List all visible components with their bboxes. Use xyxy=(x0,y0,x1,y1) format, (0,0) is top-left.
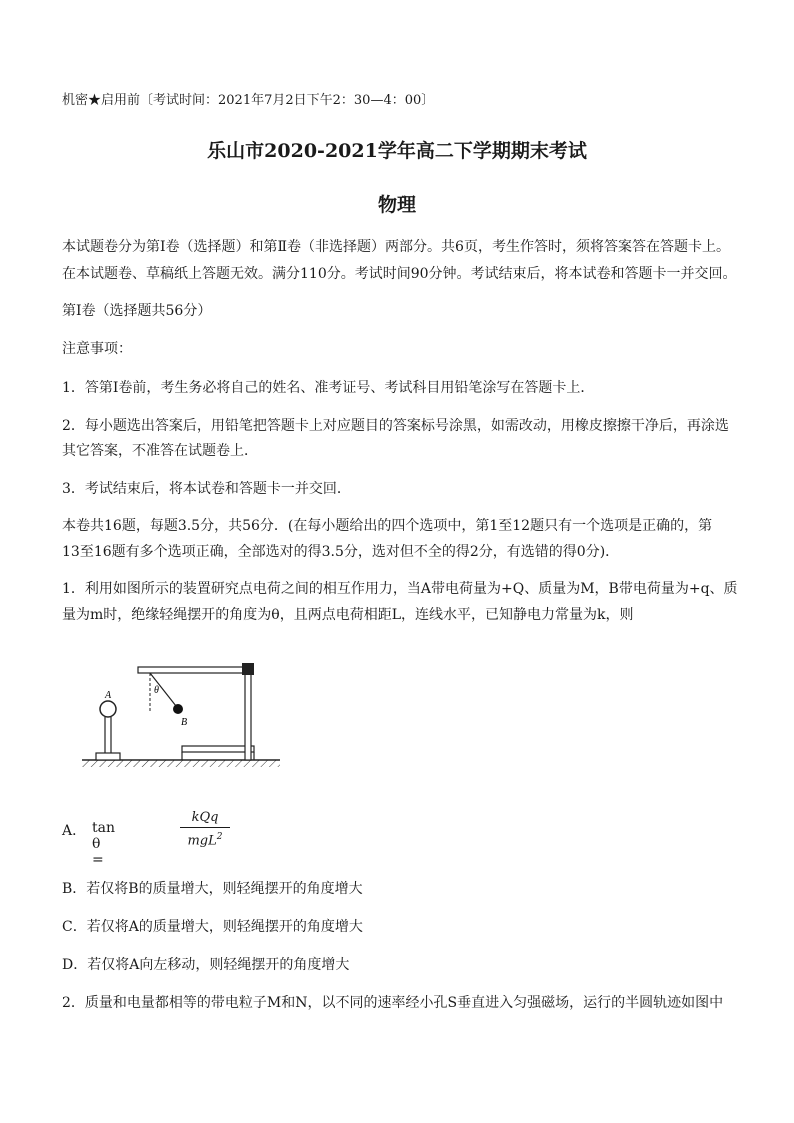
charge-a-ball xyxy=(100,701,116,717)
question-1-option-b: B．若仅将B的质量增大，则轻绳摆开的角度增大 xyxy=(62,881,363,897)
option-a-fraction xyxy=(180,810,230,849)
fraction-numerator: kQq xyxy=(191,810,219,825)
frame-post xyxy=(245,669,251,760)
frame-base xyxy=(182,746,254,752)
coulomb-apparatus-figure xyxy=(62,643,287,778)
label-theta: θ xyxy=(154,685,159,696)
option-a-label: A． xyxy=(62,823,87,839)
question-1-stem-line-1: 1．利用如图所示的装置研究点电荷之间的相互作用力，当A带电荷量为+Q、质量为M，B带电荷量为+q、质 xyxy=(62,581,738,597)
fraction-denominator: mgL$^2$ xyxy=(187,832,223,849)
question-2-stem: 2．质量和电量都相等的带电粒子M和N，以不同的速率经小孔S垂直进入匀强磁场，运行的半圆轨迹如图中 xyxy=(62,995,724,1011)
frame-clamp xyxy=(242,663,254,675)
exam-title: 乐山市2020-2021学年高二下学期期末考试 xyxy=(207,140,587,162)
fraction-bar xyxy=(180,827,230,828)
notice-item-2: 2．每小题选出答案后，用铅笔把答题卡上对应题目的答案标号涂黑，如需改动，用橡皮擦擦干净后，再涂选 xyxy=(62,418,729,434)
question-1-stem-line-2: 量为m时，绝缘轻绳摆开的角度为θ，且两点电荷相距L，连线水平，已知静电力常量为k，则 xyxy=(62,607,634,623)
notice-item-2-cont: 其它答案，不准答在试题卷上． xyxy=(62,443,258,459)
stand-a-base xyxy=(96,753,120,760)
intro-line-1: 本试题卷分为第Ⅰ卷（选择题）和第Ⅱ卷（非选择题）两部分。共6页，考生作答时，须将答案答在答题卡上。 xyxy=(62,239,730,255)
option-a-tan: tan θ = xyxy=(92,820,115,868)
subject-title: 物理 xyxy=(377,194,416,216)
ground-hatch xyxy=(82,760,280,767)
notice-title: 注意事项： xyxy=(62,341,132,357)
question-1-option-d: D．若仅将A向左移动，则轻绳摆开的角度增大 xyxy=(62,957,350,973)
label-b: B xyxy=(181,717,188,728)
frame-beam xyxy=(138,667,248,673)
charge-b-ball xyxy=(173,704,183,714)
question-1-option-c: C．若仅将A的质量增大，则轻绳摆开的角度增大 xyxy=(62,919,363,935)
notice-item-1: 1．答第Ⅰ卷前，考生务必将自己的姓名、准考证号、考试科目用铅笔涂写在答题卡上． xyxy=(62,380,595,396)
section-title: 第Ⅰ卷（选择题共56分） xyxy=(62,303,212,319)
instructions-line-1: 本卷共16题，每题3.5分，共56分．(在每小题给出的四个选项中，第1至12题只有一个选项是正确的，第 xyxy=(62,518,713,534)
intro-line-2: 在本试题卷、草稿纸上答题无效。满分110分。考试时间90分钟。考试结束后，将本试卷和答题卡一并交回。 xyxy=(62,266,737,282)
confidential-header-note: 机密★启用前〔考试时间：2021年7月2日下午2：30—4：00〕 xyxy=(62,93,435,108)
notice-item-3: 3．考试结束后，将本试卷和答题卡一并交回． xyxy=(62,481,351,497)
instructions-line-2: 13至16题有多个选项正确，全部选对的得3.5分，选对但不全的得2分，有选错的得0分)． xyxy=(62,544,620,560)
label-a: A xyxy=(105,690,112,701)
